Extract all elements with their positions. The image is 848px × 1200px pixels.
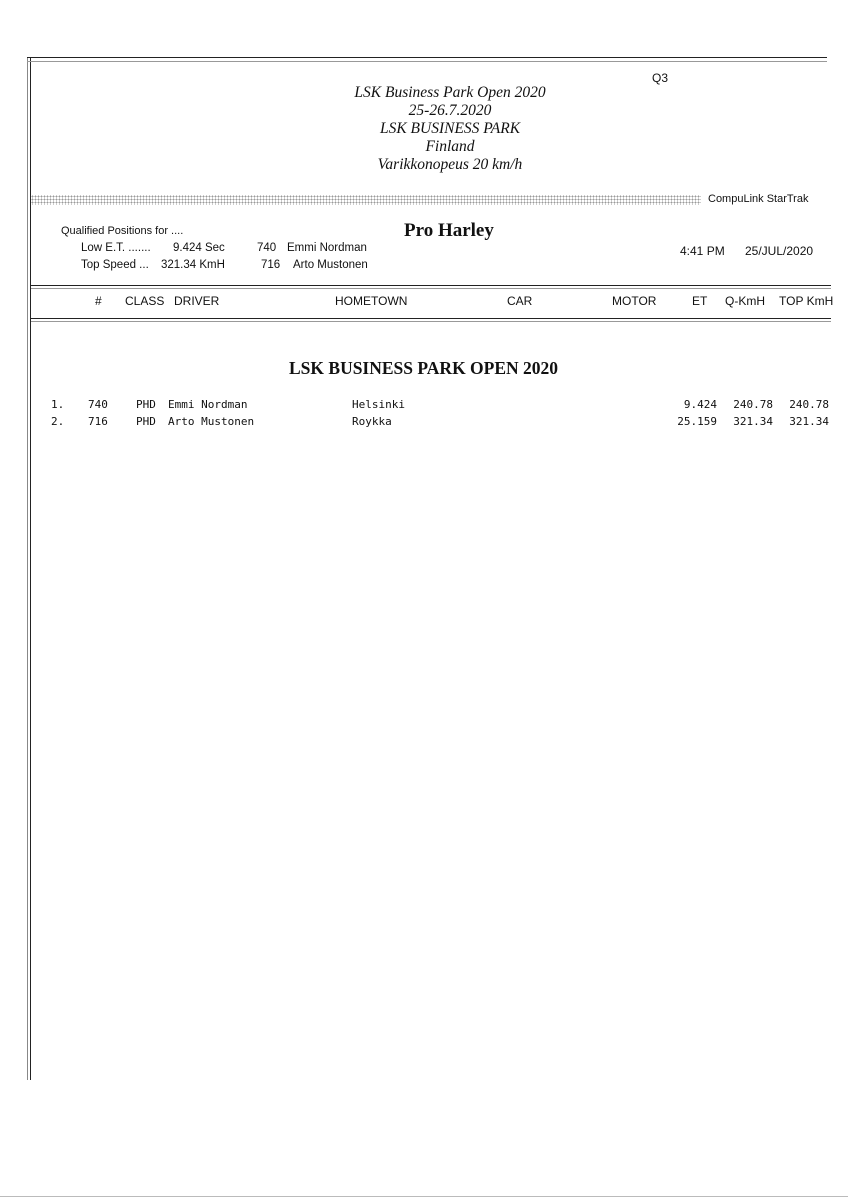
col-class: CLASS: [125, 294, 165, 308]
page-code: Q3: [652, 71, 669, 85]
bottom-edge: [0, 1196, 848, 1197]
header-rule-bottom2: [31, 321, 831, 322]
col-qkmh: Q-KmH: [725, 294, 765, 308]
low-et-label: Low E.T. .......: [81, 242, 151, 254]
top-speed-number: 716: [261, 259, 281, 271]
top-speed-label: Top Speed ...: [81, 259, 149, 271]
row-class: PHD: [136, 415, 156, 428]
class-name: Pro Harley: [404, 220, 494, 241]
left-border: [30, 58, 31, 1080]
pit-speed: Varikkonopeus 20 km/h: [377, 156, 523, 173]
col-motor: MOTOR: [612, 294, 657, 308]
col-et: ET: [692, 294, 708, 308]
col-driver: DRIVER: [174, 294, 220, 308]
row-driver: Emmi Nordman: [168, 398, 248, 411]
header-rule-top: [31, 285, 831, 286]
top-border: [27, 57, 827, 58]
event-title: LSK Business Park Open 2020: [354, 84, 546, 101]
col-topkmh: TOP KmH: [779, 294, 834, 308]
left-border-outer: [27, 58, 28, 1080]
top-speed-value: 321.34 KmH: [161, 259, 225, 271]
col-num: #: [95, 294, 102, 308]
row-driver: Arto Mustonen: [168, 415, 255, 428]
row-number: 740: [88, 398, 108, 411]
event-country: Finland: [425, 138, 475, 155]
section-title: LSK BUSINESS PARK OPEN 2020: [289, 358, 559, 378]
top-border-inner: [27, 61, 827, 62]
low-et-number: 740: [257, 242, 277, 254]
header-rule-top2: [31, 288, 831, 289]
col-car: CAR: [507, 294, 533, 308]
row-qkmh: 240.78: [733, 398, 773, 411]
row-topkmh: 321.34: [789, 415, 829, 428]
row-hometown: Helsinki: [352, 398, 405, 411]
top-speed-driver: Arto Mustonen: [293, 259, 368, 271]
low-et-value: 9.424 Sec: [173, 242, 225, 254]
report-time: 4:41 PM: [680, 244, 725, 258]
qualified-label: Qualified Positions for ....: [61, 225, 184, 237]
vendor-label: CompuLink StarTrak: [708, 193, 809, 205]
row-hometown: Roykka: [352, 415, 392, 428]
row-et: 25.159: [677, 415, 717, 428]
row-class: PHD: [136, 398, 156, 411]
header-rule-bottom: [31, 318, 831, 319]
dotted-separator: [31, 195, 701, 205]
col-hometown: HOMETOWN: [335, 294, 408, 308]
row-et: 9.424: [683, 398, 717, 411]
low-et-driver: Emmi Nordman: [287, 242, 367, 254]
row-topkmh: 240.78: [789, 398, 829, 411]
row-position: 2.: [51, 415, 65, 428]
event-venue: LSK BUSINESS PARK: [379, 120, 521, 137]
row-number: 716: [88, 415, 108, 428]
event-header: [245, 84, 655, 174]
event-dates: 25-26.7.2020: [408, 102, 492, 119]
table-row: [0, 398, 848, 416]
row-position: 1.: [51, 398, 65, 411]
row-qkmh: 321.34: [733, 415, 773, 428]
table-row: [0, 415, 848, 433]
report-date: 25/JUL/2020: [745, 244, 814, 258]
